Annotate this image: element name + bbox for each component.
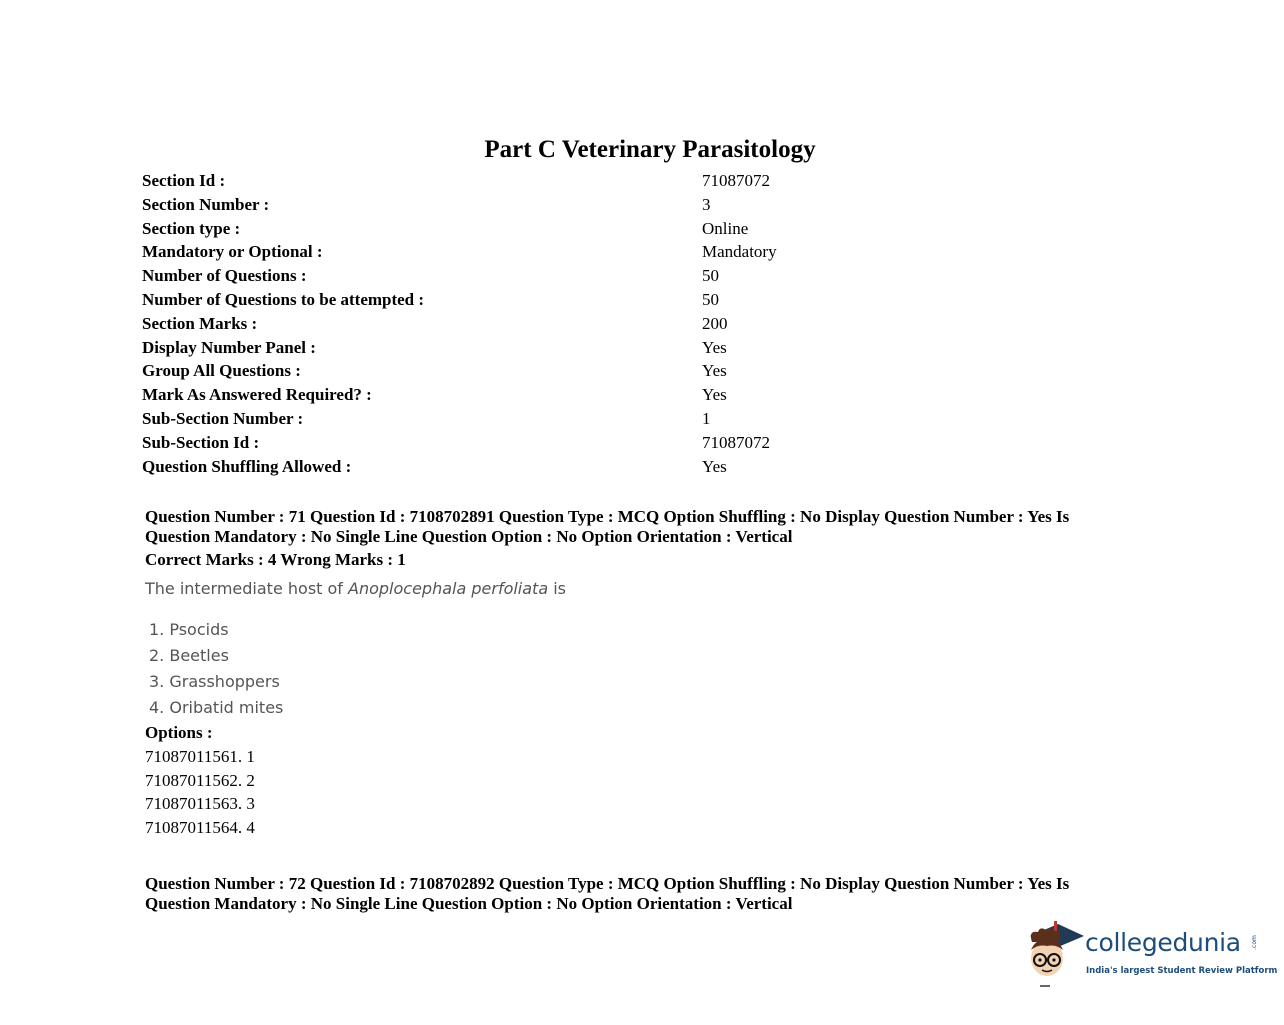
question-text bbox=[145, 579, 1105, 599]
section-info-label: Number of Questions : bbox=[142, 266, 307, 286]
section-info-row bbox=[142, 264, 942, 288]
section-info-label: Display Number Panel : bbox=[142, 337, 316, 357]
question-text-start: The intermediate host of bbox=[145, 578, 349, 598]
question-meta-line: Question Mandatory : No Single Line Question Option : No Option Orientation : Vertical bbox=[145, 526, 793, 546]
section-info-value: Mandatory bbox=[702, 242, 777, 262]
section-info-value: Yes bbox=[702, 385, 727, 405]
answer-choices bbox=[149, 617, 1105, 721]
section-info-row bbox=[142, 288, 942, 312]
question-text-end: is bbox=[548, 578, 567, 598]
section-info-value: Yes bbox=[702, 337, 727, 357]
section-info-row bbox=[142, 217, 942, 241]
logo-domain-suffix: .com bbox=[1250, 935, 1258, 950]
section-info-label: Mandatory or Optional : bbox=[142, 242, 323, 262]
section-info-row bbox=[142, 407, 942, 431]
section-info-row bbox=[142, 312, 942, 336]
answer-choice: 1. Psocids bbox=[149, 620, 229, 639]
section-info-table bbox=[142, 169, 942, 478]
options-heading: Options : bbox=[145, 723, 213, 742]
section-info-row bbox=[142, 240, 942, 264]
section-info-label: Group All Questions : bbox=[142, 361, 301, 381]
section-info-row bbox=[142, 169, 942, 193]
section-info-label: Mark As Answered Required? : bbox=[142, 385, 372, 405]
section-info-value: 71087072 bbox=[702, 171, 770, 190]
section-title: Part C Veterinary Parasitology bbox=[484, 136, 816, 163]
section-info-value: 1 bbox=[702, 408, 711, 428]
student-mascot-icon bbox=[1022, 920, 1084, 988]
section-info-row bbox=[142, 455, 942, 479]
section-info-value: Online bbox=[702, 218, 749, 238]
section-info-value: Yes bbox=[702, 456, 727, 476]
section-info-row bbox=[142, 431, 942, 455]
section-info-value: 71087072 bbox=[702, 432, 770, 452]
section-info-label: Number of Questions to be attempted : bbox=[142, 289, 425, 309]
section-info-value: Yes bbox=[702, 361, 727, 381]
section-info-value: 200 bbox=[702, 313, 728, 333]
collegedunia-logo bbox=[1022, 920, 1278, 988]
section-info-label: Section Number : bbox=[142, 194, 270, 214]
section-info-label: Section type : bbox=[142, 218, 241, 238]
section-info-label: Question Shuffling Allowed : bbox=[142, 456, 352, 476]
question-text-species: Anoplocephala perfoliata bbox=[348, 578, 549, 598]
section-info-value: 50 bbox=[702, 266, 719, 286]
section-info-value: 50 bbox=[702, 289, 719, 309]
section-info-row bbox=[142, 359, 942, 383]
answer-choice: 3. Grasshoppers bbox=[149, 672, 280, 691]
question-meta-line: Question Number : 72 Question Id : 7108702892 Question Type : MCQ Option Shuffling : No Display Question Number : Yes Is bbox=[145, 874, 1070, 893]
question-72 bbox=[145, 874, 1105, 913]
option-id: 71087011564. 4 bbox=[145, 818, 255, 838]
section-info-row bbox=[142, 383, 942, 407]
option-id: 71087011561. 1 bbox=[145, 747, 255, 766]
question-meta-line: Question Number : 71 Question Id : 7108702891 Question Type : MCQ Option Shuffling : No Display Question Number : Yes Is bbox=[145, 507, 1070, 526]
answer-choice: 2. Beetles bbox=[149, 646, 229, 665]
section-info-label: Sub-Section Number : bbox=[142, 408, 304, 428]
answer-choice: 4. Oribatid mites bbox=[149, 698, 284, 717]
option-id: 71087011562. 2 bbox=[145, 770, 255, 790]
section-info-label: Section Id : bbox=[142, 171, 226, 190]
section-info-row bbox=[142, 193, 942, 217]
question-marks: Correct Marks : 4 Wrong Marks : 1 bbox=[145, 550, 406, 569]
logo-tagline: India's largest Student Review Platform bbox=[1086, 966, 1278, 976]
section-info-row bbox=[142, 336, 942, 360]
question-meta-line: Question Mandatory : No Single Line Question Option : No Option Orientation : Vertical bbox=[145, 893, 793, 913]
question-71 bbox=[145, 507, 1105, 840]
section-info-label: Section Marks : bbox=[142, 313, 258, 333]
logo-wordmark: collegedunia bbox=[1085, 928, 1241, 957]
section-info-value: 3 bbox=[702, 194, 711, 214]
section-info-label: Sub-Section Id : bbox=[142, 432, 260, 452]
option-id: 71087011563. 3 bbox=[145, 794, 255, 814]
